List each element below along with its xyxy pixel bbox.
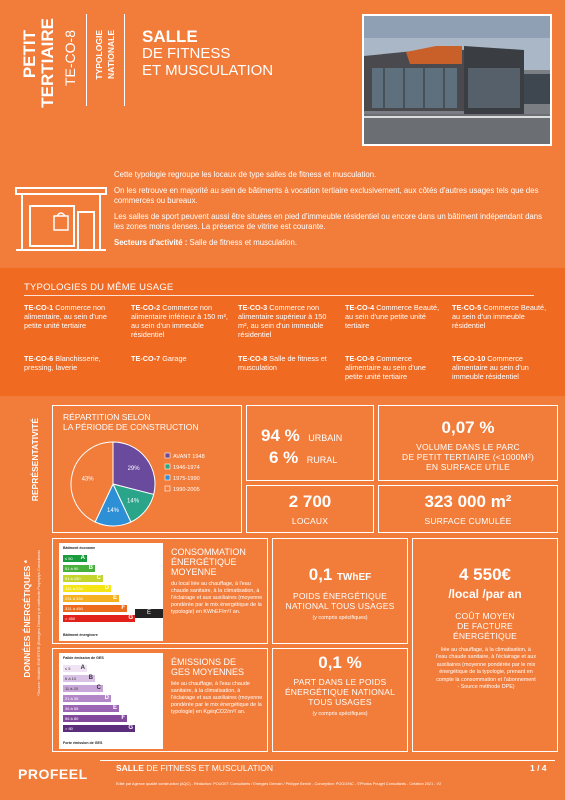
- typology-item: [238, 303, 338, 339]
- conso-class-letter: F: [121, 605, 125, 611]
- rural-stat: [269, 448, 337, 468]
- cout-value: 4 550€: [459, 565, 511, 584]
- legend-label-3: 1990-2005: [173, 487, 200, 493]
- cout-desc: liée au chauffage, à la climatisation, à l'eau chaude sanitaire, à l'éclairage et aux auxiliaires (moyenne pondérée par le mix énergétique de la typologie, prenant en compte la consommation et l'abonnement - Source méthode DPE): [435, 647, 537, 691]
- volume-label-line1: VOLUME DANS LE PARC: [416, 442, 520, 452]
- ges-title-line2: GES MOYENNES: [171, 667, 245, 677]
- typology-item: [238, 354, 338, 372]
- cout-label-line2: DE FACTURE: [457, 621, 513, 631]
- footer-credits: Édité par Agence qualité construction (AQC) - Rédaction: POUGET Consultants / Energies Demain / Philippe Bernié - Conception: POGO/NC - ©Photos Pouget Consultants - Création 2021 - V2: [116, 782, 442, 786]
- pie-box: [52, 405, 242, 533]
- ges-bar-a: [63, 665, 87, 672]
- locaux-label: LOCAUX: [291, 516, 329, 526]
- secteurs-label: Secteurs d'activité :: [114, 237, 188, 247]
- title-line2: DE FITNESS: [142, 45, 231, 62]
- ges-class-letter: G: [128, 725, 133, 731]
- intro-p2: On les retrouve en majorité au sein de bâtiments à vocation tertiaire exclusivement, aux côtés d'autres usages tels que des commerces ou bureaux.: [114, 185, 539, 205]
- ges-ladder-top: Faible émission de GES: [63, 656, 104, 660]
- ges-class-letter: D: [104, 695, 109, 701]
- legend-swatch-1: [165, 464, 170, 469]
- legend-label-1: 1946-1974: [173, 465, 200, 471]
- conso-title-line1: CONSOMMATION: [171, 547, 246, 557]
- poids-value: 0,1: [308, 565, 333, 584]
- poids-unit: TWhEF: [336, 572, 372, 583]
- rural-value: 6 %: [269, 448, 299, 467]
- typology-code: TE-CO-4: [345, 303, 375, 312]
- typology-code: TE-CO-8: [62, 30, 78, 86]
- cout-label-line1: COÛT MOYEN: [455, 611, 515, 621]
- ges-bar-d: [63, 695, 111, 702]
- ges-class-letter: A: [80, 665, 85, 671]
- locaux-box: [246, 485, 374, 533]
- conso-class-letter: A: [80, 555, 85, 561]
- typology-item: [345, 354, 445, 381]
- ges-class-label: ≤ 5: [65, 666, 71, 671]
- secteurs-value: Salle de fitness et musculation.: [187, 237, 298, 247]
- energie-side-label: DONNÉES ÉNERGÉTIQUES *: [22, 560, 32, 678]
- intro-p1: Cette typologie regroupe les locaux de type salles de fitness et musculation.: [114, 170, 377, 179]
- conso-class-label: 231 à 330: [65, 596, 83, 601]
- page-title: [142, 28, 273, 79]
- pie-label-1: 14%: [127, 498, 140, 505]
- conso-bar-d: [63, 585, 111, 592]
- pie-chart: [53, 434, 243, 534]
- title-line1: SALLE: [142, 27, 198, 46]
- ges-bar-f: [63, 715, 127, 722]
- ges-desc: liée au chauffage, à l'eau chaude sanitaire, à la climatisation, à l'éclairage et aux auxiliaires (moyenne pondérée par le mix énergétique de la typologie) en KgéqCO2/m²/ an.: [171, 681, 263, 715]
- conso-box: [52, 538, 268, 644]
- typology-text: Commerce Beauté, au sein d'une petite unité tertiaire: [345, 303, 440, 330]
- typology-code: TE-CO-8: [238, 354, 268, 363]
- ges-class-label: 21 à 35: [65, 696, 79, 701]
- typology-code: TE-CO-10: [452, 354, 486, 363]
- header-divider-1: [86, 14, 87, 106]
- typology-item: [345, 303, 445, 330]
- conso-title-line2: ÉNERGÉTIQUE: [171, 557, 237, 567]
- urbain-label: URBAIN: [308, 433, 343, 443]
- intro-secteurs: [114, 238, 554, 249]
- ges-bar-g: [63, 725, 135, 732]
- footer-divider: [100, 760, 555, 761]
- conso-ladder-bottom: Bâtiment énergivore: [63, 633, 98, 637]
- title-line3: ET MUSCULATION: [142, 62, 274, 79]
- surface-box: [378, 485, 558, 533]
- urbain-rural-box: [246, 405, 374, 481]
- ges-title: [171, 657, 244, 677]
- locaux-value: 2 700: [288, 492, 332, 511]
- representativite-label: REPRÉSENTATIVITÉ: [30, 418, 40, 502]
- volume-label-line2: DE PETIT TERTIAIRE (<1000M²): [402, 452, 534, 462]
- typology-text: Commerce non alimentaire supérieur à 150 m², au sein d'un immeuble résidentiel: [238, 303, 327, 339]
- header-divider-2: [124, 14, 125, 106]
- conso-class-label: ≤ 50: [65, 556, 73, 561]
- ges-class-letter: F: [121, 715, 125, 721]
- typologie-line1: TYPOLOGIE: [94, 30, 104, 80]
- typologies-divider: [24, 295, 534, 296]
- conso-bar-e: [63, 595, 119, 602]
- typology-text: Commerce non alimentaire, au sein d'une petite unité tertiaire: [24, 303, 107, 330]
- conso-class-letter: E: [112, 595, 117, 601]
- intro-p3: Les salles de sport peuvent aussi être situées en pied d'immeuble résidentiel ou encore dans un bâtiment indépendant dans les zones moins denses. La présence de vitrine est courante.: [114, 211, 542, 231]
- part-label-line2: ÉNERGÉTIQUE NATIONAL: [284, 687, 396, 697]
- typology-text: Commerce non alimentaire inférieur à 150 m², au sein d'un immeuble résidentiel: [131, 303, 228, 339]
- footer-title-bold: SALLE: [116, 763, 144, 773]
- conso-class-label: 151 à 230: [65, 586, 83, 591]
- typology-text: Garage: [160, 354, 187, 363]
- volume-value: 0,07 %: [441, 418, 495, 437]
- poids-label-line1: POIDS ÉNERGÉTIQUE: [292, 591, 388, 601]
- typology-item: [452, 354, 552, 381]
- cout-label-line3: ÉNERGÉTIQUE: [452, 631, 518, 641]
- conso-class-label: 51 à 90: [65, 566, 79, 571]
- pie-label-3: 43%: [81, 476, 94, 483]
- ges-title-line1: ÉMISSIONS DE: [171, 657, 237, 667]
- typology-text: Commerce alimentaire au sein d'une petite unité tertiaire: [345, 354, 426, 381]
- footer-title: [116, 763, 273, 773]
- poids-label-line2: NATIONAL TOUS USAGES: [285, 601, 395, 611]
- legend-swatch-3: [165, 486, 170, 491]
- ges-class-letter: B: [88, 675, 93, 681]
- part-label-line3: TOUS USAGES: [308, 697, 372, 707]
- typology-item: [131, 303, 231, 339]
- poids-stat: [273, 565, 407, 585]
- typology-code: TE-CO-7: [131, 354, 161, 363]
- surface-value: 323 000 m²: [424, 492, 512, 511]
- conso-class-label: 331 à 450: [65, 606, 83, 611]
- conso-class-letter: B: [88, 565, 93, 571]
- ges-bar-c: [63, 685, 103, 692]
- conso-class-letter: D: [104, 585, 109, 591]
- conso-title-line3: MOYENNE: [171, 567, 217, 577]
- part-box: [272, 648, 408, 752]
- pie-title-line2: LA PÉRIODE DE CONSTRUCTION: [63, 422, 199, 432]
- typology-text: Commerce alimentaire au sein d'un immeuble résidentiel: [452, 354, 529, 381]
- ges-class-label: > 80: [65, 726, 73, 731]
- part-label-line1: PART DANS LE POIDS: [293, 677, 387, 687]
- volume-box: [378, 405, 558, 481]
- ges-ladder-bottom: Forte émission de GES: [63, 741, 103, 745]
- part-note: (y compris spécifiques): [312, 711, 368, 717]
- volume-label-line3: EN SURFACE UTILE: [426, 462, 510, 472]
- ges-bar-b: [63, 675, 95, 682]
- typology-code: TE-CO-2: [131, 303, 161, 312]
- footer-logo: PROFEEL: [18, 766, 88, 782]
- ges-bar-e: [63, 705, 119, 712]
- urbain-stat: [261, 426, 342, 446]
- conso-class-label: 91 à 150: [65, 576, 81, 581]
- cout-unit: /local /par an: [448, 587, 522, 601]
- ges-class-label: 6 à 10: [65, 676, 77, 681]
- poids-box: [272, 538, 408, 644]
- conso-arrow: E: [135, 609, 163, 618]
- ges-box: [52, 648, 268, 752]
- intro-text: [114, 170, 554, 253]
- conso-class-label: > 450: [65, 616, 76, 621]
- typology-code: TE-CO-5: [452, 303, 482, 312]
- cout-box: [412, 538, 558, 752]
- conso-ladder: [59, 543, 163, 641]
- conso-bar-c: [63, 575, 103, 582]
- typology-code: TE-CO-6: [24, 354, 54, 363]
- ges-class-label: 56 à 80: [65, 716, 79, 721]
- urbain-value: 94 %: [261, 426, 300, 445]
- typology-item: [452, 303, 552, 330]
- conso-ladder-top: Bâtiment économe: [63, 546, 96, 550]
- conso-bar-b: [63, 565, 95, 572]
- footer-title-rest: DE FITNESS ET MUSCULATION: [143, 763, 273, 773]
- conso-bar-f: [63, 605, 127, 612]
- typology-item: [131, 354, 231, 363]
- building-photo: [362, 14, 552, 146]
- category-line1: PETIT: [20, 30, 39, 79]
- typology-code: TE-CO-3: [238, 303, 268, 312]
- conso-desc: du local liée au chauffage, à l'eau chaude sanitaire, à la climatisation, à l'éclairage et aux auxiliaires (moyenne pondérée par le mix énergétique de la typologie) en KWhEF/m²/ an.: [171, 581, 263, 615]
- conso-bar-g: [63, 615, 135, 622]
- surface-label: SURFACE CUMULÉE: [424, 516, 512, 526]
- poids-note: (y compris spécifiques): [312, 615, 368, 621]
- conso-bar-a: [63, 555, 87, 562]
- typology-code: TE-CO-1: [24, 303, 54, 312]
- pie-title-line1: RÉPARTITION SELON: [63, 412, 151, 422]
- typology-item: [24, 354, 124, 372]
- ges-class-label: 11 à 20: [65, 686, 79, 691]
- ges-ladder: [59, 653, 163, 749]
- legend-label-2: 1975-1990: [173, 476, 200, 482]
- typologie-line2: NATIONALE: [106, 30, 116, 79]
- typology-text: Blanchisserie, pressing, laverie: [24, 354, 101, 372]
- rural-label: RURAL: [306, 455, 338, 465]
- part-value: 0,1 %: [318, 653, 362, 672]
- typology-item: [24, 303, 124, 330]
- legend-label-0: AVANT 1948: [173, 454, 205, 460]
- category-line2: TERTIAIRE: [38, 18, 57, 108]
- typology-text: Commerce Beauté, au sein d'un immeuble résidentiel: [452, 303, 547, 330]
- energie-side-source: *Source: Modèle ENERTER (Energies Demain) et méthode Prophylys Consultants: [36, 550, 41, 697]
- shop-icon: [14, 182, 108, 252]
- conso-class-letter: G: [128, 615, 133, 621]
- page-number: 1 / 4: [530, 763, 547, 773]
- typology-code: TE-CO-9: [345, 354, 375, 363]
- typology-text: Salle de fitness et musculation: [238, 354, 327, 372]
- legend-swatch-2: [165, 475, 170, 480]
- typologies-title: TYPOLOGIES DU MÊME USAGE: [24, 282, 174, 293]
- pie-label-2: 14%: [106, 508, 120, 515]
- pie-label-0: 29%: [127, 466, 140, 473]
- conso-title: [171, 547, 246, 577]
- ges-class-letter: E: [112, 705, 117, 711]
- ges-class-letter: C: [96, 685, 101, 691]
- conso-class-letter: C: [96, 575, 101, 581]
- legend-swatch-0: [165, 453, 170, 458]
- ges-class-label: 36 à 55: [65, 706, 79, 711]
